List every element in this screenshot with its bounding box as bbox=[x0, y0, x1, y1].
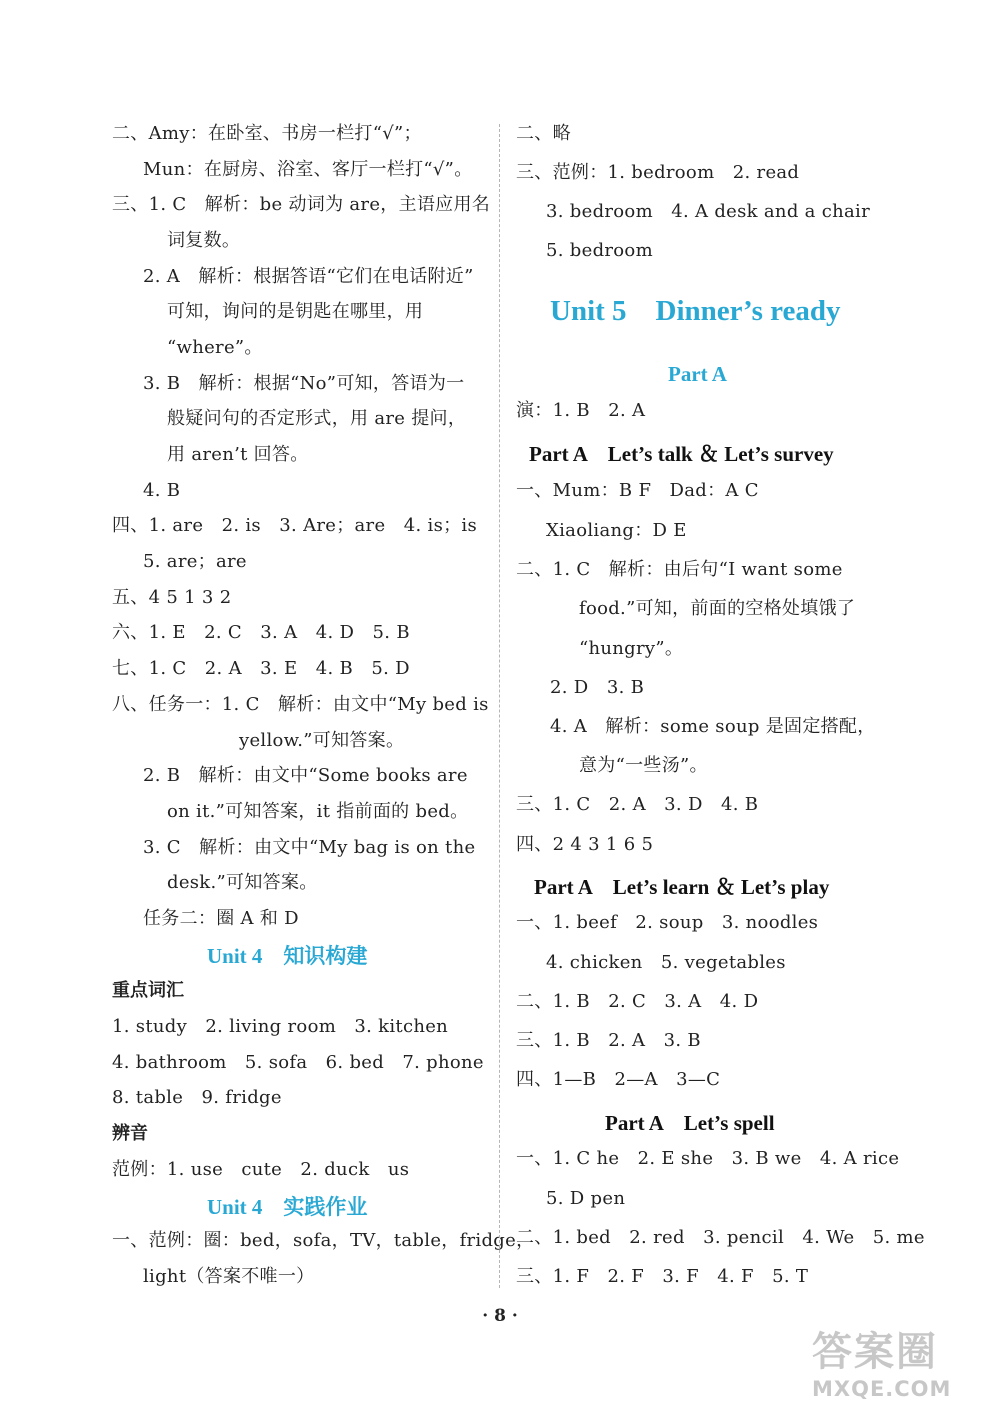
answer-line: 3. B 解析：根据“No”可知，答语为一 bbox=[143, 373, 465, 394]
answer-line: light（答案不唯一） bbox=[143, 1266, 315, 1287]
answer-line: 三、1. B 2. A 3. B bbox=[516, 1030, 701, 1051]
answer-line: 8. table 9. fridge bbox=[112, 1087, 282, 1108]
answer-line: 般疑问句的否定形式，用 are 提问， bbox=[167, 408, 467, 429]
answer-line: 4. chicken 5. vegetables bbox=[546, 952, 786, 973]
answer-line: 二、Amy：在卧室、书房一栏打“√”； bbox=[112, 123, 422, 144]
answer-line: 二、1. C 解析：由后句“I want some bbox=[516, 559, 843, 580]
answer-line: desk.”可知答案。 bbox=[167, 872, 318, 893]
section-heading: Unit 4 实践作业 bbox=[207, 1195, 368, 1219]
watermark-text: 答案圈 bbox=[812, 1329, 938, 1375]
answer-line: 用 aren’t 回答。 bbox=[167, 444, 309, 465]
unit-heading: Unit 5 Dinner’s ready bbox=[550, 295, 841, 327]
answer-line: 一、1. C he 2. E she 3. B we 4. A rice bbox=[516, 1148, 900, 1169]
section-heading: Unit 4 知识构建 bbox=[207, 944, 368, 968]
part-heading: Part A bbox=[668, 362, 727, 386]
watermark-logo bbox=[812, 1328, 994, 1406]
answer-line: 3. C 解析：由文中“My bag is on the bbox=[143, 837, 476, 858]
answer-line: 演：1. B 2. A bbox=[516, 400, 646, 421]
answer-line: 三、1. F 2. F 3. F 4. F 5. T bbox=[516, 1266, 809, 1287]
answer-line: 5. D pen bbox=[546, 1188, 626, 1209]
answer-line: 范例：1. use cute 2. duck us bbox=[112, 1159, 410, 1180]
column-divider bbox=[499, 124, 500, 1288]
answer-line: 三、1. C 2. A 3. D 4. B bbox=[516, 794, 759, 815]
answer-line: 4. A 解析：some soup 是固定搭配， bbox=[550, 716, 876, 737]
subsection-label: 重点词汇 bbox=[112, 980, 184, 1001]
answer-line: 三、范例：1. bedroom 2. read bbox=[516, 162, 800, 183]
answer-line: 一、范例：圈：bed，sofa，TV，table，fridge， bbox=[112, 1230, 535, 1251]
answer-line: 意为“一些汤”。 bbox=[579, 755, 708, 776]
answer-line: 4. B bbox=[143, 480, 181, 501]
answer-line: 六、1. E 2. C 3. A 4. D 5. B bbox=[112, 622, 410, 643]
watermark-url: MXQE.COM bbox=[812, 1377, 952, 1401]
answer-line: food.”可知，前面的空格处填饿了 bbox=[579, 598, 856, 619]
answer-line: “hungry”。 bbox=[579, 638, 684, 659]
answer-line: 五、4 5 1 3 2 bbox=[112, 587, 232, 608]
answer-line: 词复数。 bbox=[167, 230, 241, 251]
answer-line: 二、1. bed 2. red 3. pencil 4. We 5. me bbox=[516, 1227, 925, 1248]
answer-line: 2. D 3. B bbox=[550, 677, 645, 698]
answer-line: 2. A 解析：根据答语“它们在电话附近” bbox=[143, 266, 474, 287]
answer-line: 二、1. B 2. C 3. A 4. D bbox=[516, 991, 759, 1012]
answer-line: “where”。 bbox=[167, 337, 263, 358]
answer-line: 一、1. beef 2. soup 3. noodles bbox=[516, 912, 819, 933]
answer-line: 任务二：圈 A 和 D bbox=[143, 908, 299, 929]
answer-line: 二、略 bbox=[516, 123, 571, 144]
answer-line: 七、1. C 2. A 3. E 4. B 5. D bbox=[112, 658, 410, 679]
section-heading: Part A Let’s talk ＆ Let’s survey bbox=[529, 442, 834, 466]
answer-line: 1. study 2. living room 3. kitchen bbox=[112, 1016, 449, 1037]
section-heading: Part A Let’s learn ＆ Let’s play bbox=[534, 875, 830, 899]
answer-line: 2. B 解析：由文中“Some books are bbox=[143, 765, 468, 786]
answer-line: 八、任务一：1. C 解析：由文中“My bed is bbox=[112, 694, 489, 715]
answer-line: 5. are；are bbox=[143, 551, 247, 572]
answer-line: 5. bedroom bbox=[546, 240, 653, 261]
answer-line: Mun：在厨房、浴室、客厅一栏打“√”。 bbox=[143, 159, 473, 180]
answer-line: 四、2 4 3 1 6 5 bbox=[516, 834, 654, 855]
answer-line: yellow.”可知答案。 bbox=[239, 730, 405, 751]
answer-line: Xiaoliang：D E bbox=[546, 520, 687, 541]
answer-line: 四、1. are 2. is 3. Are；are 4. is；is bbox=[112, 515, 477, 536]
answer-line: 可知，询问的是钥匙在哪里，用 bbox=[167, 301, 424, 322]
section-heading: Part A Let’s spell bbox=[605, 1111, 775, 1135]
answer-line: 一、Mum：B F Dad：A C bbox=[516, 480, 759, 501]
subsection-label: 辨音 bbox=[112, 1123, 148, 1144]
answer-line: 四、1—B 2—A 3—C bbox=[516, 1069, 721, 1090]
page-number: · 8 · bbox=[482, 1306, 518, 1326]
answer-line: 三、1. C 解析：be 动词为 are，主语应用名 bbox=[112, 194, 491, 215]
answer-line: 3. bedroom 4. A desk and a chair bbox=[546, 201, 870, 222]
answer-line: 4. bathroom 5. sofa 6. bed 7. phone bbox=[112, 1052, 484, 1073]
answer-line: on it.”可知答案，it 指前面的 bed。 bbox=[167, 801, 469, 822]
